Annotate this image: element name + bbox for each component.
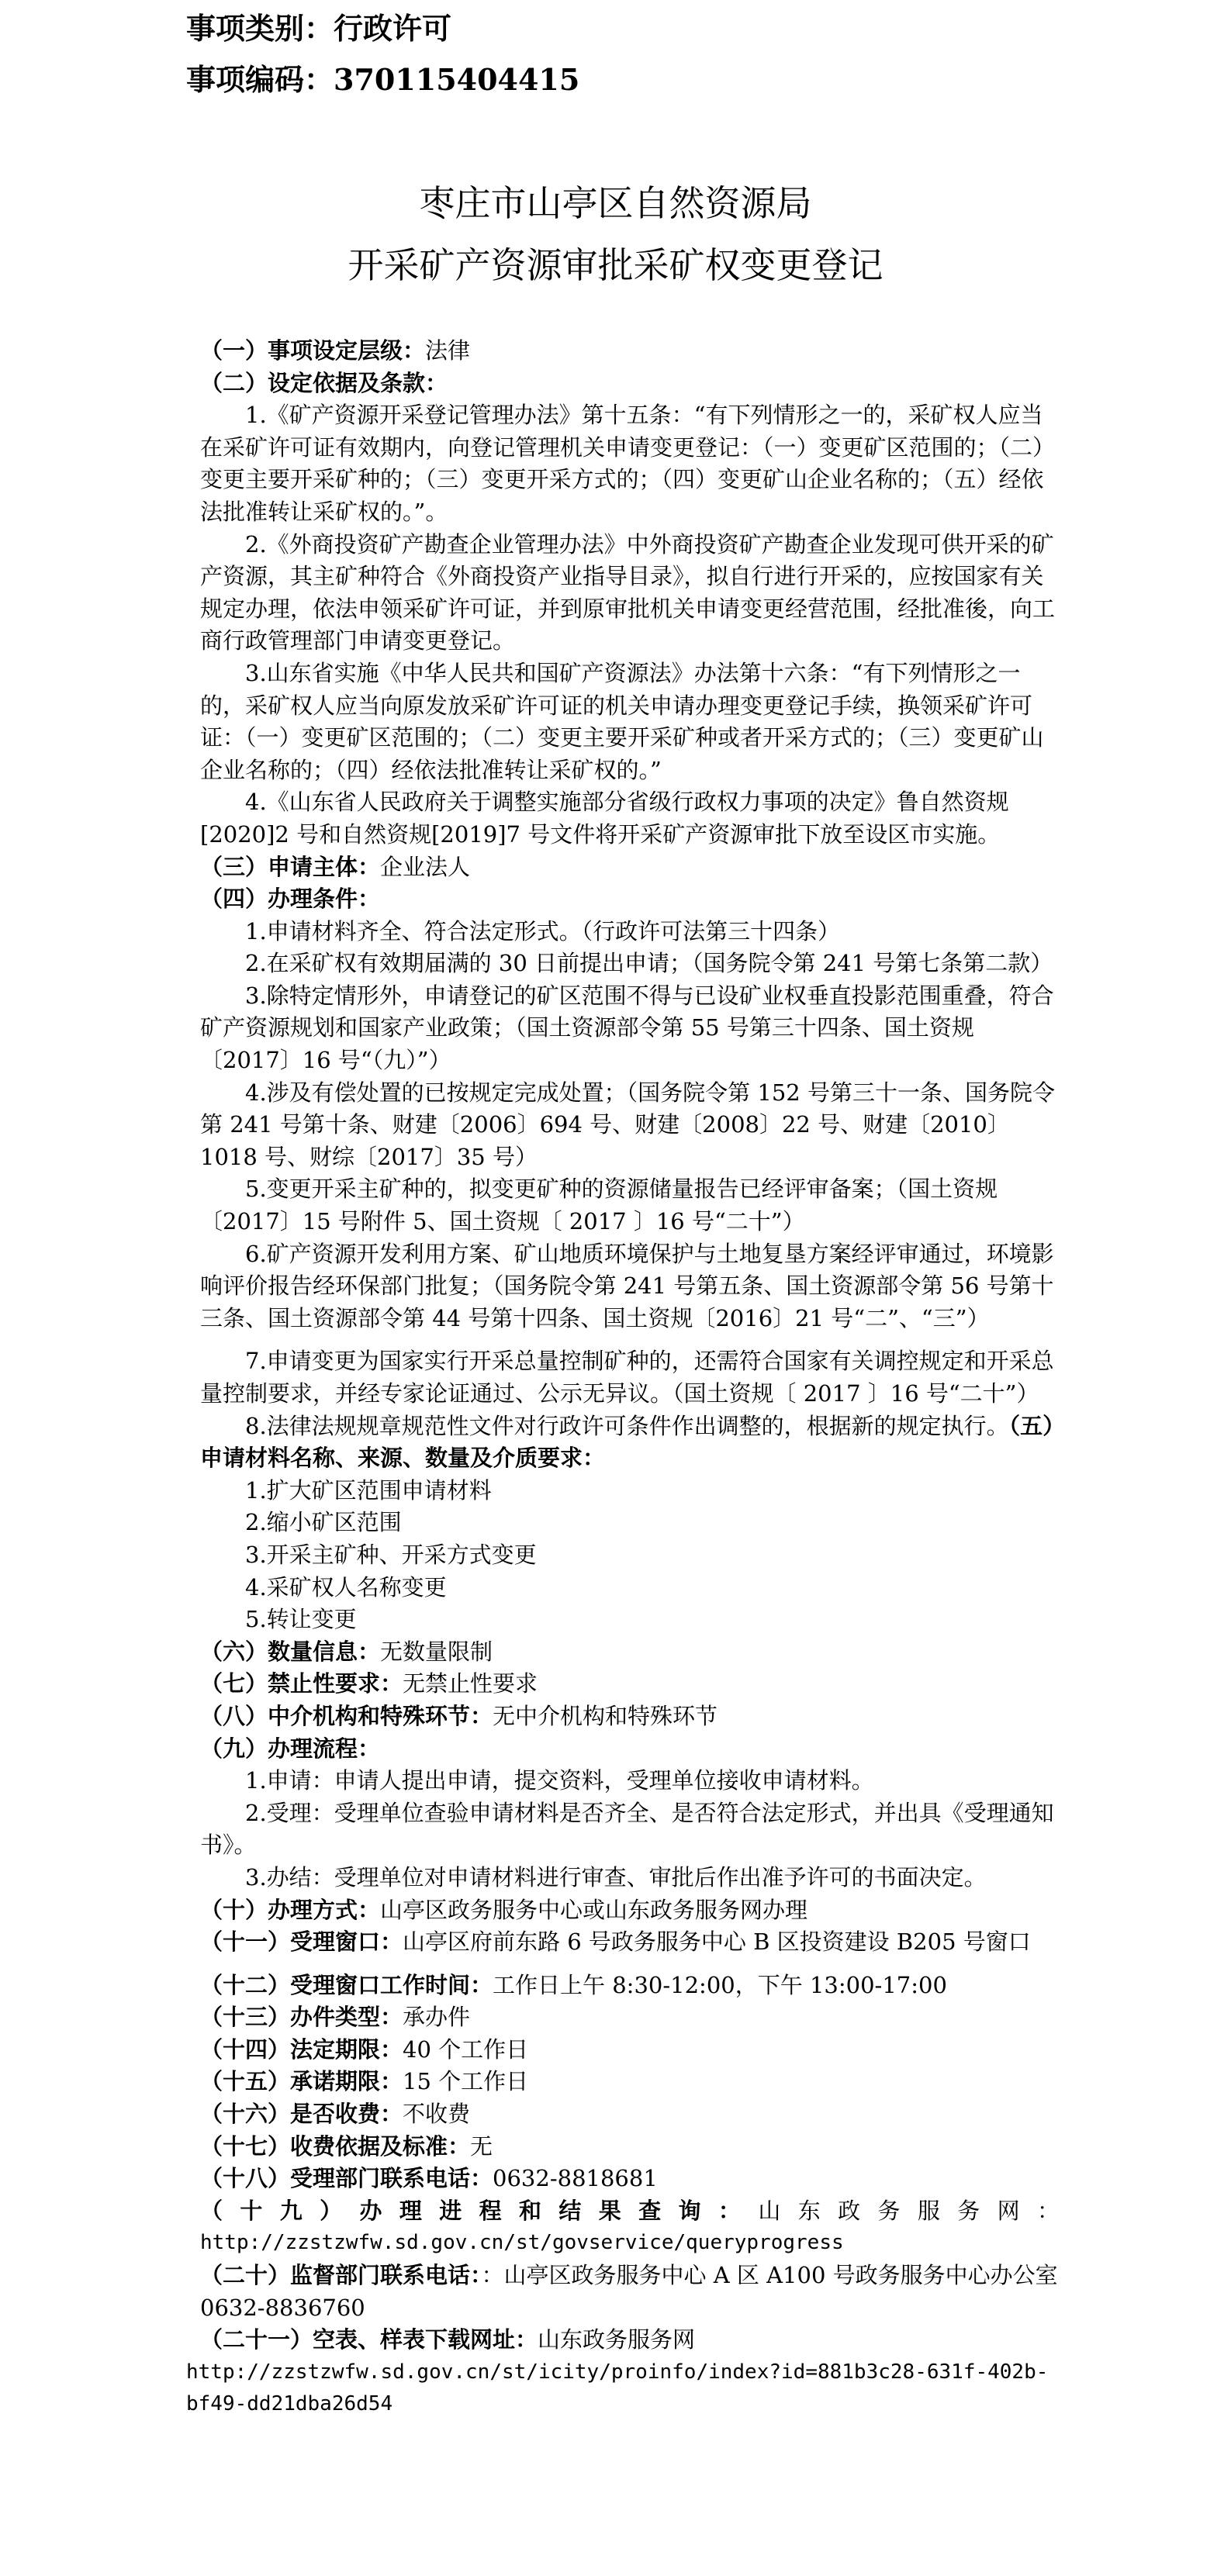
- section-quantity: [200, 1636, 1060, 1669]
- material-item: 5.转让变更: [245, 1606, 357, 1633]
- section-value: 工作日上午 8:30-12:00，下午 13:00-17:00: [493, 1971, 947, 1998]
- section-process: [200, 1733, 1060, 1766]
- section-value: 不收费: [403, 2101, 471, 2128]
- section-window: [200, 1926, 1060, 1959]
- section-label: （十五）承诺期限：: [200, 2068, 403, 2095]
- condition-item: 7.申请变更为国家实行开采总量控制矿种的，还需符合国家有关调控规定和开采总量控制要求，并经专家论证通过、公示无异议。（国土资规〔 2017 〕16 号“二十”）: [200, 1348, 1054, 1407]
- document-title-item: 开采矿产资源审批采矿权变更登记: [348, 244, 883, 286]
- section-conditions: [200, 883, 1060, 916]
- section-label-materials: （五）申请材料名称、来源、数量及介质要求：: [200, 1412, 1054, 1472]
- query-url-link[interactable]: http://zzstzwfw.sd.gov.cn/st/govservice/queryprogress: [200, 2231, 844, 2255]
- section-supervision: [200, 2260, 1060, 2324]
- section-applicant: [200, 851, 1060, 884]
- section-label: （一）事项设定层级：: [200, 337, 426, 364]
- section-value: 无禁止性要求: [403, 1670, 538, 1697]
- section-label: （十七）收费依据及标准：: [200, 2132, 471, 2160]
- section-label: （九）办理流程：: [200, 1735, 381, 1762]
- condition-item: 6.矿产资源开发利用方案、矿山地质环境保护与土地复垦方案经评审通过，环境影响评价报告经环保部门批复；（国务院令第 241 号第五条、国土资源部令第 56 号第十三条、国土资源部令第 44 号第十四条、国土资规〔2016〕21 号“二”、“三”）: [200, 1240, 1054, 1331]
- condition-text: 8.法律法规规章规范性文件对行政许可条件作出调整的，根据新的规定执行。: [245, 1412, 1009, 1439]
- section-intermediary: [200, 1701, 1060, 1733]
- section-label: （二）设定依据及条款：: [200, 369, 448, 396]
- section-label: （十）办理方式：: [200, 1896, 381, 1923]
- section-value: 山东政务服务网：: [758, 2197, 1060, 2224]
- section-type: [200, 2001, 1060, 2034]
- section-value: 承办件: [403, 2004, 471, 2031]
- condition-item: 3.除特定情形外，申请登记的矿区范围不得与已设矿业权垂直投影范围重叠，符合矿产资源规划和国家产业政策；（国土资源部令第 55 号第三十四条、国土资规〔2017〕16 号“（九）”）: [200, 982, 1054, 1074]
- document-title-agency: 枣庄市山亭区自然资源局: [419, 182, 812, 224]
- section-basis: [200, 368, 1060, 400]
- item-category: 事项类别：行政许可: [186, 11, 452, 46]
- section-value: 无数量限制: [380, 1638, 493, 1665]
- section-value: 企业法人: [380, 853, 471, 880]
- condition-item: 4.涉及有偿处置的已按规定完成处置；（国务院令第 152 号第三十一条、国务院令第 241 号第十条、财建〔2006〕694 号、财建〔2008〕22 号、财建〔2010〕1018 号、财综〔2017〕35 号）: [200, 1079, 1055, 1170]
- material-item: 3.开采主矿种、开采方式变更: [245, 1541, 537, 1568]
- item-code: 事项编码：370115404415: [186, 62, 580, 97]
- section-label: （十三）办件类型：: [200, 2004, 403, 2031]
- section-value: ：山亭区政务服务中心 A 区 A100 号政务服务中心办公室 0632-8836760: [200, 2262, 1058, 2321]
- section-query: [200, 2195, 1060, 2228]
- condition-item: 2.在采矿权有效期届满的 30 日前提出申请；（国务院令第 241 号第七条第二款）: [245, 950, 1053, 977]
- material-item: 4.采矿权人名称变更: [245, 1573, 447, 1601]
- section-download: [200, 2324, 1060, 2357]
- condition-item: 5.变更开采主矿种的，拟变更矿种的资源储量报告已经评审备案；（国土资规〔2017〕15 号附件 5、国土资规〔 2017 〕16 号“二十”）: [200, 1176, 998, 1235]
- condition-item: [200, 1411, 1060, 1475]
- section-label: （二十）监督部门联系电话：: [200, 2262, 482, 2289]
- section-value: 0632-8818681: [493, 2165, 658, 2192]
- section-legal-limit: [200, 2034, 1060, 2067]
- section-value: 山东政务服务网: [538, 2326, 696, 2353]
- process-step: 1.申请：申请人提出申请，提交资料，受理单位接收申请材料。: [245, 1767, 874, 1794]
- section-phone: [200, 2163, 1060, 2195]
- process-step: 3.办结：受理单位对申请材料进行审查、审批后作出准予许可的书面决定。: [245, 1863, 987, 1891]
- basis-paragraph: 3.山东省实施《中华人民共和国矿产资源法》办法第十六条：“有下列情形之一的，采矿权人应当向原发放采矿许可证的机关申请办理变更登记手续，换领采矿许可证：（一）变更矿区范围的；（二）变更主要开采矿种或者开采方式的；（三）变更矿山企业名称的；（四）经依法批准转让采矿权的。”: [200, 659, 1044, 783]
- basis-paragraph: 4.《山东省人民政府关于调整实施部分省级行政权力事项的决定》鲁自然资规[2020]2 号和自然资规[2019]7 号文件将开采矿产资源审批下放至设区市实施。: [200, 789, 1009, 848]
- condition-item: 1.申请材料齐全、符合法定形式。（行政许可法第三十四条）: [245, 917, 841, 944]
- section-label: （八）中介机构和特殊环节：: [200, 1702, 493, 1729]
- section-label: （十九）办理进程和结果查询：: [200, 2197, 759, 2224]
- section-promise-limit: [200, 2066, 1060, 2098]
- material-item: 2.缩小矿区范围: [245, 1509, 402, 1536]
- section-fee-basis: [200, 2131, 1060, 2163]
- section-value: 15 个工作日: [403, 2068, 529, 2095]
- section-value: 无: [470, 2132, 493, 2160]
- section-label: （十六）是否收费：: [200, 2101, 403, 2128]
- section-value: 40 个工作日: [403, 2036, 529, 2063]
- process-step: 2.受理：受理单位查验申请材料是否齐全、是否符合法定形式，并出具《受理通知书》。: [200, 1799, 1054, 1859]
- section-level: [200, 335, 1060, 368]
- section-value: 山亭区府前东路 6 号政务服务中心 B 区投资建设 B205 号窗口: [403, 1929, 1031, 1956]
- basis-paragraph: 1.《矿产资源开采登记管理办法》第十五条：“有下列情形之一的，采矿权人应当在采矿许可证有效期内，向登记管理机关申请变更登记：（一）变更矿区范围的；（二）变更主要开采矿种的；（三）变更开采方式的；（四）变更矿山企业名称的；（五）经依法批准转让采矿权的。”。: [200, 402, 1056, 525]
- section-label: （七）禁止性要求：: [200, 1670, 403, 1697]
- section-label: （六）数量信息：: [200, 1638, 381, 1665]
- section-value: 无中介机构和特殊环节: [493, 1702, 718, 1729]
- section-label: （十一）受理窗口：: [200, 1929, 403, 1956]
- document-body: [186, 335, 1060, 2421]
- material-item: 1.扩大矿区范围申请材料: [245, 1476, 492, 1504]
- section-label: （二十一）空表、样表下载网址：: [200, 2326, 538, 2353]
- section-fee: [200, 2098, 1060, 2131]
- section-hours: [200, 1970, 1060, 2002]
- section-label: （三）申请主体：: [200, 853, 381, 880]
- download-url-link[interactable]: http://zzstzwfw.sd.gov.cn/st/icity/proinfo/index?id=881b3c28-631f-402b-bf49-dd21dba26d54: [186, 2360, 1049, 2416]
- section-value: 法律: [425, 337, 471, 364]
- section-prohibition: [200, 1668, 1060, 1701]
- section-label: （十四）法定期限：: [200, 2036, 403, 2063]
- section-method: [200, 1894, 1060, 1927]
- section-label: （十八）受理部门联系电话：: [200, 2165, 493, 2192]
- section-label: （十二）受理窗口工作时间：: [200, 1971, 493, 1998]
- section-label: （四）办理条件：: [200, 886, 381, 913]
- section-value: 山亭区政务服务中心或山东政务服务网办理: [380, 1896, 808, 1923]
- basis-paragraph: 2.《外商投资矿产勘查企业管理办法》中外商投资矿产勘查企业发现可供开采的矿产资源，其主矿种符合《外商投资产业指导目录》，拟自行进行开采的，应按国家有关规定办理，依法申领采矿许可证，并到原审批机关申请变更经营范围，经批准後，向工商行政管理部门申请变更登记。: [200, 530, 1056, 654]
